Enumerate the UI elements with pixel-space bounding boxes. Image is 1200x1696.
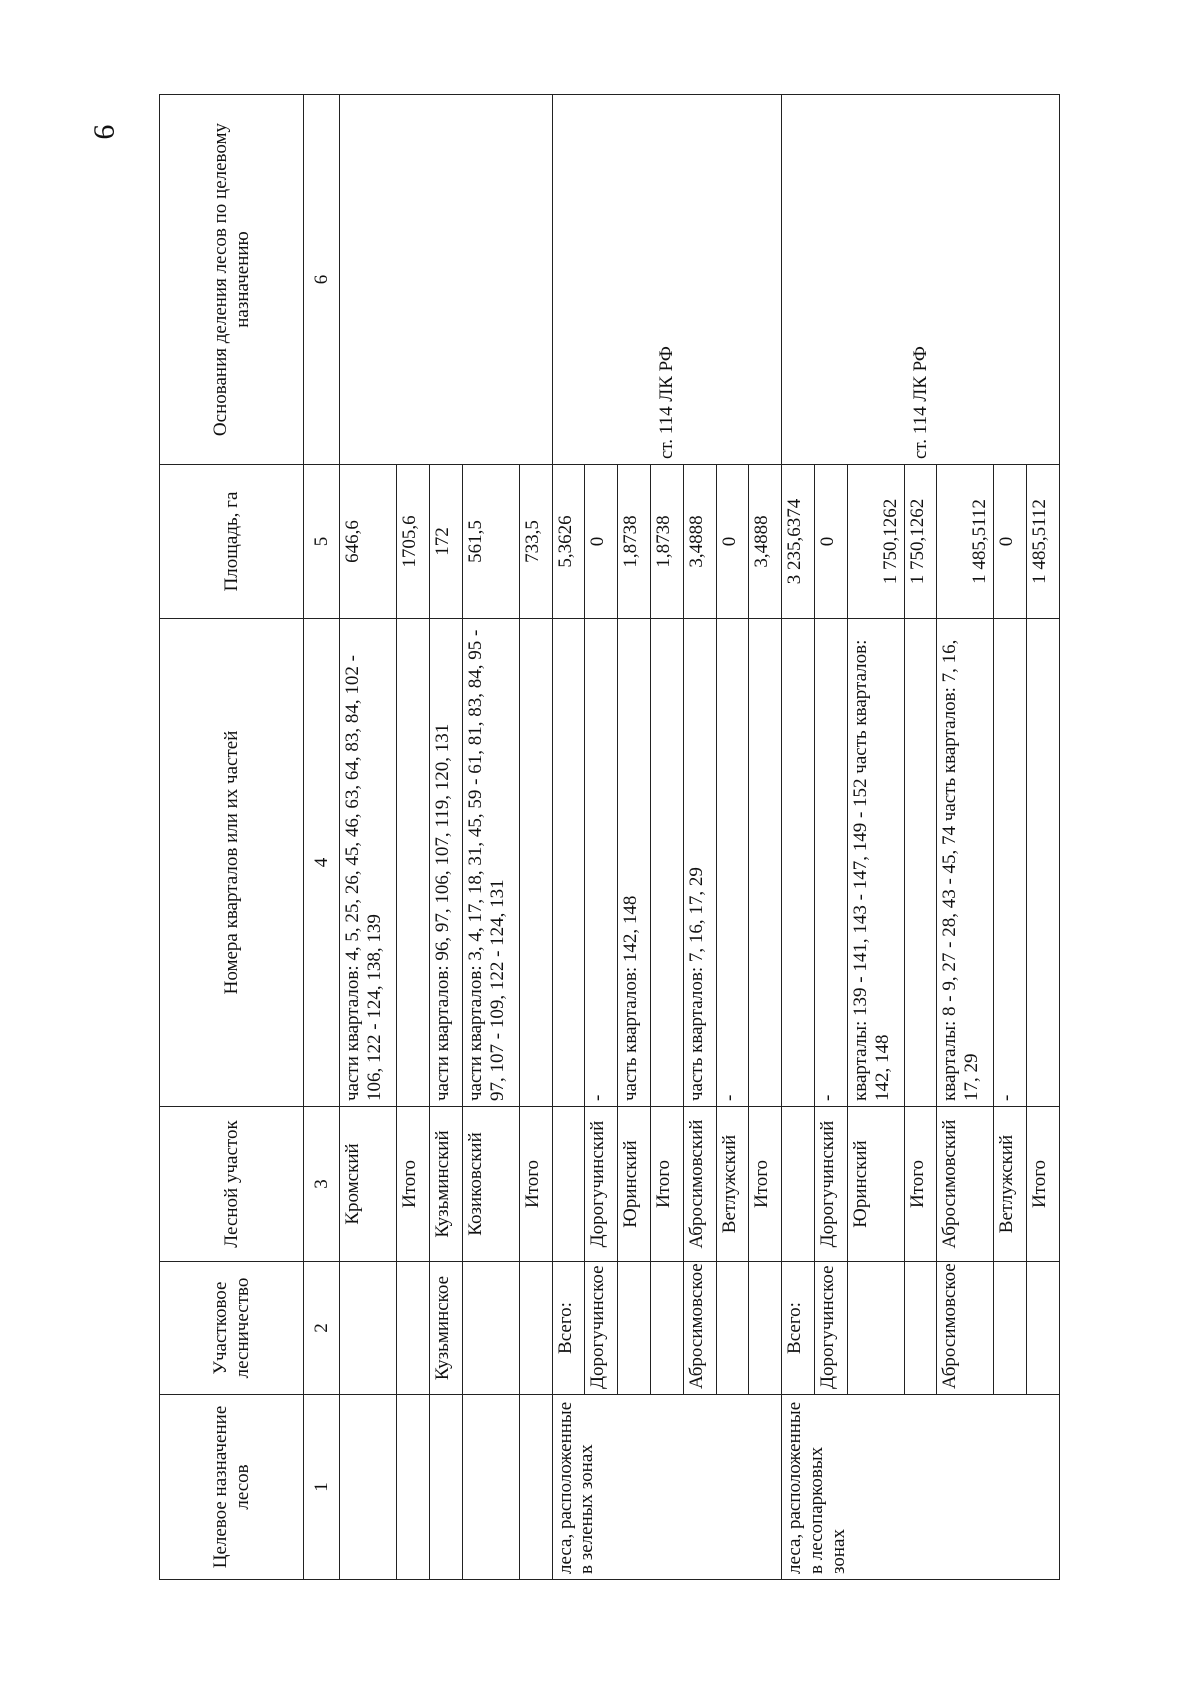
purpose-cell (340, 1395, 397, 1580)
plot-total-cell: Итого (397, 1107, 430, 1262)
plot-total-cell: Итого (650, 1107, 683, 1262)
plot-cell: Абросимовский (683, 1107, 716, 1262)
district-cell (397, 1262, 430, 1395)
area-cell: 0 (814, 465, 847, 619)
district-cell (340, 1262, 397, 1395)
quarters-cell: части кварталов: 4, 5, 25, 26, 45, 46, 63, 64, 83, 84, 102 - 106, 122 - 124, 138, 139 (340, 619, 397, 1107)
quarters-cell: - (716, 619, 749, 1107)
quarters-cell (552, 619, 585, 1107)
plot-cell: Абросимовский (937, 1107, 994, 1262)
quarters-cell: - (994, 619, 1027, 1107)
district-cell (462, 1262, 519, 1395)
area-cell: 561,5 (462, 465, 519, 619)
page-number: 9 (87, 124, 121, 140)
quarters-cell: часть кварталов: 7, 16, 17, 29 (683, 619, 716, 1107)
district-cell: Кузьминское (430, 1262, 463, 1395)
plot-total-cell: Итого (749, 1107, 782, 1262)
area-cell: 5,3626 (552, 465, 585, 619)
area-cell: 733,5 (519, 465, 552, 619)
area-cell: 172 (430, 465, 463, 619)
purpose-cell (462, 1395, 519, 1580)
plot-cell: Юринский (847, 1107, 904, 1262)
district-cell (1027, 1262, 1060, 1395)
district-cell: Дорогучинское (814, 1262, 847, 1395)
district-cell (749, 1262, 782, 1395)
plot-total-cell: Итого (519, 1107, 552, 1262)
plot-cell: Кромский (340, 1107, 397, 1262)
basis-cell: ст. 114 ЛК РФ (552, 95, 782, 465)
column-number: 6 (304, 95, 340, 465)
basis-cell (340, 95, 552, 465)
quarters-cell (650, 619, 683, 1107)
quarters-cell: части кварталов: 96, 97, 106, 107, 119, 120, 131 (430, 619, 463, 1107)
quarters-cell (519, 619, 552, 1107)
purpose-cell (519, 1395, 552, 1580)
area-cell: 646,6 (340, 465, 397, 619)
purpose-forest-park-zones: леса, расположенные в лесопарковых зонах (782, 1395, 1060, 1580)
header-district: Участковое лесничество (160, 1262, 304, 1395)
plot-cell: Ветлужский (716, 1107, 749, 1262)
area-cell: 3,4888 (683, 465, 716, 619)
plot-cell: Козиковский (462, 1107, 519, 1262)
plot-cell: Кузьминский (430, 1107, 463, 1262)
header-area: Площадь, га (160, 465, 304, 619)
district-total-cell: Всего: (782, 1262, 815, 1395)
header-purpose: Целевое назначение лесов (160, 1395, 304, 1580)
quarters-cell: кварталы: 139 - 141, 143 - 147, 149 - 152 часть кварталов: 142, 148 (847, 619, 904, 1107)
quarters-cell (749, 619, 782, 1107)
district-cell (904, 1262, 937, 1395)
district-cell (618, 1262, 651, 1395)
plot-cell (552, 1107, 585, 1262)
plot-total-cell: Итого (1027, 1107, 1060, 1262)
plot-cell: Дорогучинский (585, 1107, 618, 1262)
plot-total-cell: Итого (904, 1107, 937, 1262)
header-plot: Лесной участок (160, 1107, 304, 1262)
district-cell (519, 1262, 552, 1395)
header-quarters: Номера кварталов или их частей (160, 619, 304, 1107)
quarters-cell: - (814, 619, 847, 1107)
column-number: 5 (304, 465, 340, 619)
district-cell (716, 1262, 749, 1395)
area-cell: 0 (994, 465, 1027, 619)
district-cell: Абросимовское (937, 1262, 994, 1395)
area-cell: 0 (716, 465, 749, 619)
quarters-cell: - (585, 619, 618, 1107)
plot-cell (782, 1107, 815, 1262)
area-cell: 1,8738 (650, 465, 683, 619)
forest-purpose-table (159, 94, 1060, 1580)
quarters-cell (782, 619, 815, 1107)
quarters-cell (1027, 619, 1060, 1107)
district-cell (650, 1262, 683, 1395)
purpose-green-zones: леса, расположенные в зеленых зонах (552, 1395, 782, 1580)
column-number: 1 (304, 1395, 340, 1580)
column-number: 4 (304, 619, 340, 1107)
quarters-cell (397, 619, 430, 1107)
quarters-cell (904, 619, 937, 1107)
basis-cell: ст. 114 ЛК РФ (782, 95, 1060, 465)
area-cell: 1,8738 (618, 465, 651, 619)
plot-cell: Юринский (618, 1107, 651, 1262)
header-basis: Основания деления лесов по целевому назначению (160, 95, 304, 465)
area-cell: 1705,6 (397, 465, 430, 619)
area-cell: 1 485,5112 (937, 465, 994, 619)
quarters-cell: часть кварталов: 142, 148 (618, 619, 651, 1107)
district-cell: Абросимовское (683, 1262, 716, 1395)
area-cell: 3,4888 (749, 465, 782, 619)
area-cell: 1 750,1262 (847, 465, 904, 619)
plot-cell: Дорогучинский (814, 1107, 847, 1262)
purpose-cell (397, 1395, 430, 1580)
area-cell: 3 235,6374 (782, 465, 815, 619)
quarters-cell: части кварталов: 3, 4, 17, 18, 31, 45, 59 - 61, 81, 83, 84, 95 - 97, 107 - 109, 122 - 124, 131 (462, 619, 519, 1107)
column-number: 3 (304, 1107, 340, 1262)
area-cell: 0 (585, 465, 618, 619)
quarters-cell: кварталы: 8 - 9, 27 - 28, 43 - 45, 74 часть кварталов: 7, 16, 17, 29 (937, 619, 994, 1107)
area-cell: 1 485,5112 (1027, 465, 1060, 619)
district-cell (847, 1262, 904, 1395)
area-cell: 1 750,1262 (904, 465, 937, 619)
column-number: 2 (304, 1262, 340, 1395)
plot-cell: Ветлужский (994, 1107, 1027, 1262)
rotated-document (159, 95, 1060, 1580)
district-cell (994, 1262, 1027, 1395)
district-cell: Дорогучинское (585, 1262, 618, 1395)
purpose-cell (430, 1395, 463, 1580)
district-total-cell: Всего: (552, 1262, 585, 1395)
